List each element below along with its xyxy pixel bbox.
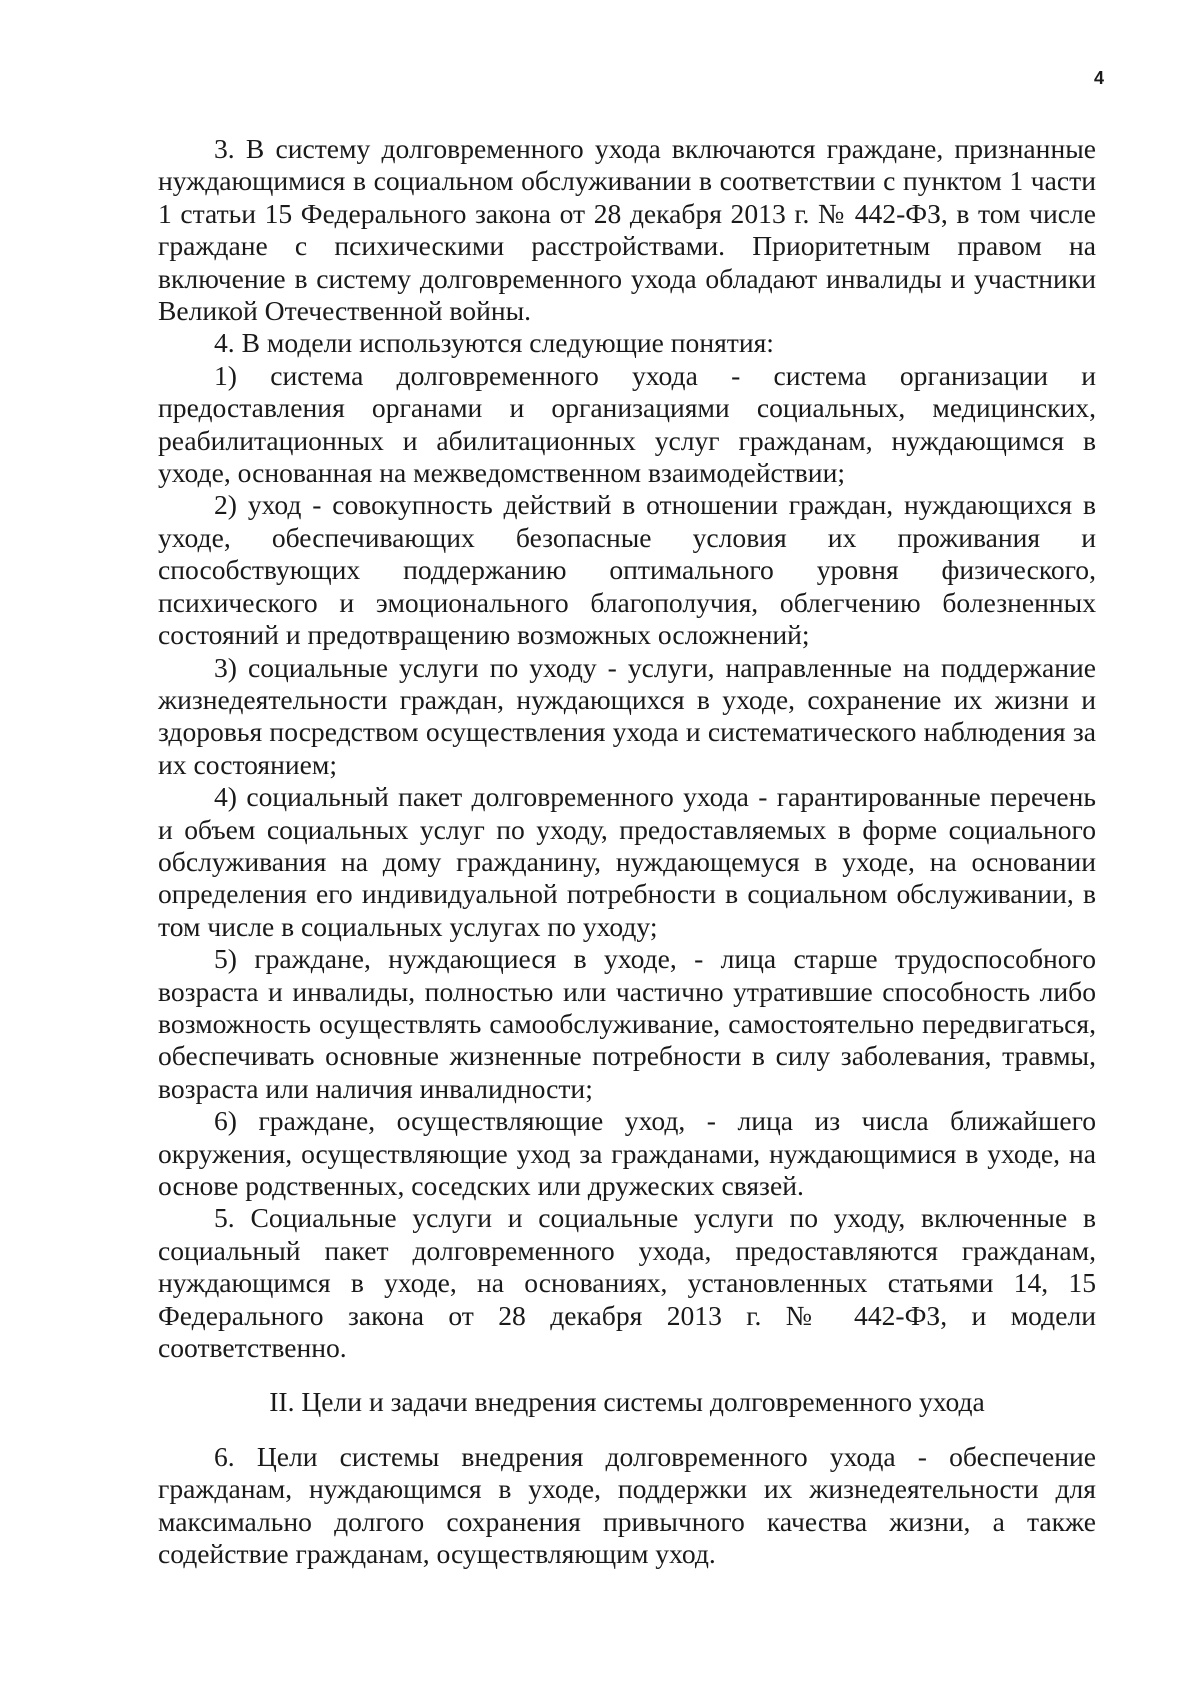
paragraph-item-5: 5. Социальные услуги и социальные услуги по уходу, включенные в социальный пакет долговременного ухода, предоставляются гражданам, нуждающимся в уходе, на основаниях, установленных статьями 14, 15 Федерального закона от 28 декабря 2013 г. № 442-ФЗ, и модели соответственно. [158,1202,1096,1364]
definition-6: 6) граждане, осуществляющие уход, - лица из числа ближайшего окружения, осуществляющие уход за гражданами, нуждающимися в уходе, на основе родственных, соседских или дружеских связей. [158,1105,1096,1201]
document-body [158,133,1096,1570]
paragraph-item-6: 6. Цели системы внедрения долговременного ухода - обеспечение гражданам, нуждающимся в уходе, поддержки их жизнедеятельности для максимально долгого сохранения привычного качества жизни, а также содействие гражданам, осуществляющим уход. [158,1440,1096,1570]
page-number: 4 [1093,68,1104,88]
definition-5: 5) граждане, нуждающиеся в уходе, - лица старше трудоспособного возраста и инвалиды, полностью или частично утратившие способность либо возможность осуществлять самообслуживание, самостоятельно передвигаться, обеспечивать основные жизненные потребности в силу заболевания, травмы, возраста или наличия инвалидности; [158,943,1096,1104]
definition-4: 4) социальный пакет долговременного ухода - гарантированные перечень и объем социальных услуг по уходу, предоставляемых в форме социального обслуживания на дому гражданину, нуждающемуся в уходе, на основании определения его индивидуальной потребности в социальном обслуживании, в том числе в социальных услугах по уходу; [158,781,1096,942]
section-heading: II. Цели и задачи внедрения системы долговременного ухода [269,1386,985,1418]
paragraph-item-4: 4. В модели используются следующие понятия: [214,327,774,359]
definition-1: 1) система долговременного ухода - система организации и предоставления органами и организациями социальных, медицинских, реабилитационных и абилитационных услуг гражданам, нуждающимся в уходе, основанная на межведомственном взаимодействии; [158,359,1096,489]
definition-3: 3) социальные услуги по уходу - услуги, направленные на поддержание жизнедеятельности граждан, нуждающихся в уходе, сохранение их жизни и здоровья посредством осуществления ухода и систематического наблюдения за их состоянием; [158,651,1096,780]
paragraph-item-3: 3. В систему долговременного ухода включаются граждане, признанные нуждающимися в социальном обслуживании в соответствии с пунктом 1 части 1 статьи 15 Федерального закона от 28 декабря 2013 г. № 442-ФЗ, в том числе граждане с психическими расстройствами. Приоритетным правом на включение в систему долговременного ухода обладают инвалиды и участники Великой Отечественной войны. [158,133,1096,327]
definition-2: 2) уход - совокупность действий в отношении граждан, нуждающихся в уходе, обеспечивающих безопасные условия их проживания и способствующих поддержанию оптимального уровня физического, психического и эмоционального благополучия, облегчению болезненных состояний и предотвращению возможных осложнений; [158,489,1096,651]
